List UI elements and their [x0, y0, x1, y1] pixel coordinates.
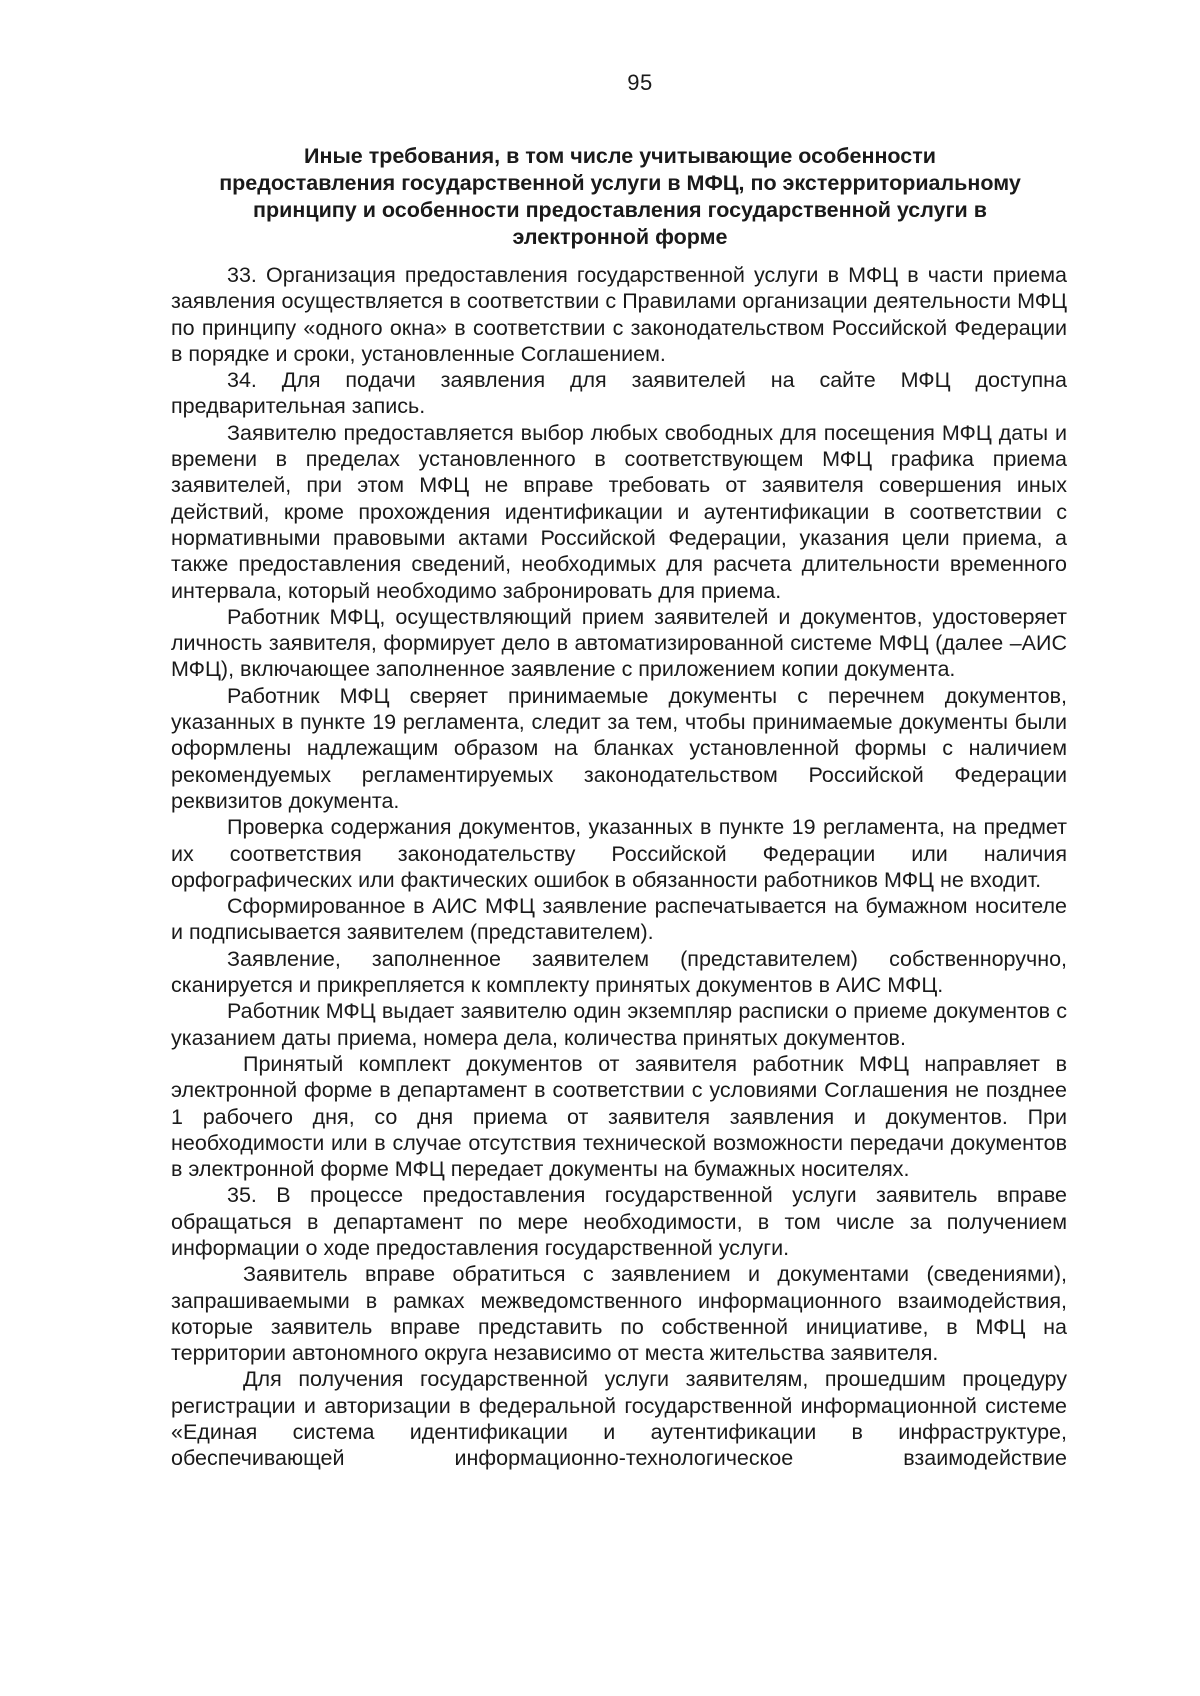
paragraph-33: 33. Организация предоставления государственной услуги в МФЦ в части приема заявления осуществляется в соответствии с Правилами организации деятельности МФЦ по принципу «одного окна» в соответствии с законодательством Российской Федерации в порядке и сроки, установленные Соглашением.	[171, 263, 1067, 366]
paragraph-34: 34. Для подачи заявления для заявителей на сайте МФЦ доступна предварительная запись.	[171, 368, 1067, 419]
paragraph-35: 35. В процессе предоставления государственной услуги заявитель вправе обращаться в департамент по мере необходимости, в том числе за получением информации о ходе предоставления государственной услуги.	[171, 1183, 1067, 1260]
heading-line: Иные требования, в том числе учитывающие особенности	[304, 144, 936, 168]
paragraph: Проверка содержания документов, указанных в пункте 19 регламента, на предмет их соответствия законодательству Российской Федерации или наличия орфографических или фактических ошибок в обязанности работников МФЦ не входит.	[171, 815, 1067, 892]
heading-line: предоставления государственной услуги в МФЦ, по экстерриториальному	[219, 171, 1021, 195]
heading-line: электронной форме	[512, 225, 728, 249]
body-text	[171, 262, 1067, 1472]
page-number: 95	[627, 70, 653, 95]
paragraph: Заявление, заполненное заявителем (представителем) собственноручно, сканируется и прикрепляется к комплекту принятых документов в АИС МФЦ.	[171, 946, 1067, 998]
paragraph: Заявитель вправе обратиться с заявлением и документами (сведениями), запрашиваемыми в рамках межведомственного информационного взаимодействия, которые заявитель вправе представить по собственной инициативе, в МФЦ на территории автономного округа независимо от места жительства заявителя.	[171, 1262, 1067, 1366]
paragraph: Для получения государственной услуги заявителям, прошедшим процедуру регистрации и авторизации в федеральной государственной информационной системе «Единая система идентификации и аутентификации в инфраструктуре, обеспечивающей информационно-технологическое взаимодействие	[171, 1367, 1067, 1471]
paragraph: Работник МФЦ сверяет принимаемые документы с перечнем документов, указанных в пункте 19 регламента, следит за тем, чтобы принимаемые документы были оформлены надлежащим образом на бланках установленной формы с наличием рекомендуемых регламентируемых законодательством Российской Федерации реквизитов документа.	[171, 683, 1067, 813]
section-heading	[195, 143, 1045, 251]
paragraph: Работник МФЦ выдает заявителю один экземпляр расписки о приеме документов с указанием даты приема, номера дела, количества принятых документов.	[171, 999, 1067, 1050]
paragraph: Заявителю предоставляется выбор любых свободных для посещения МФЦ даты и времени в пределах установленного в соответствующем МФЦ графика приема заявителей, при этом МФЦ не вправе требовать от заявителя совершения иных действий, кроме прохождения идентификации и аутентификации в соответствии с нормативными правовыми актами Российской Федерации, указания цели приема, а также предоставления сведений, необходимых для расчета длительности временного интервала, который необходимо забронировать для приема.	[171, 420, 1067, 603]
heading-line: принципу и особенности предоставления государственной услуги в	[253, 198, 987, 222]
paragraph: Работник МФЦ, осуществляющий прием заявителей и документов, удостоверяет личность заявителя, формирует дело в автоматизированной системе МФЦ (далее –АИС МФЦ), включающее заполненное заявление с приложением копии документа.	[171, 604, 1067, 682]
paragraph: Сформированное в АИС МФЦ заявление распечатывается на бумажном носителе и подписывается заявителем (представителем).	[171, 894, 1067, 945]
paragraph: Принятый комплект документов от заявителя работник МФЦ направляет в электронной форме в департамент в соответствии с условиями Соглашения не позднее 1 рабочего дня, со дня приема от заявителя заявления и документов. При необходимости или в случае отсутствия технической возможности передачи документов в электронной форме МФЦ передает документы на бумажных носителях.	[171, 1051, 1067, 1182]
